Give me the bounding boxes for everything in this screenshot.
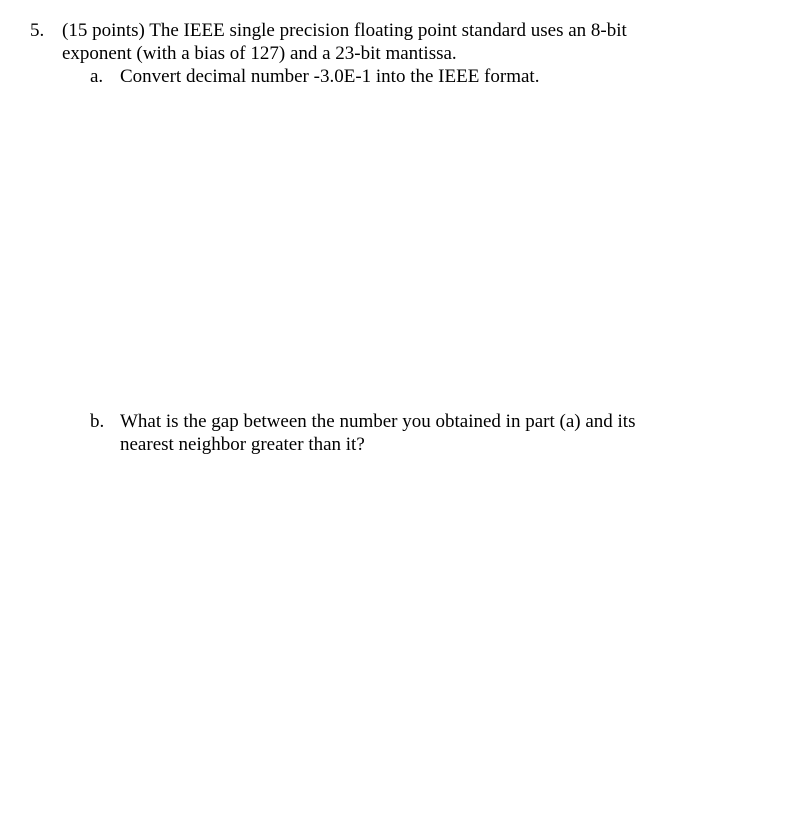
part-b-text-line-2: nearest neighbor greater than it? xyxy=(120,434,365,455)
question-text-line-2: exponent (with a bias of 127) and a 23-bit mantissa. xyxy=(62,43,457,64)
part-a-text: Convert decimal number -3.0E-1 into the IEEE format. xyxy=(120,66,540,87)
question-text-line-1: (15 points) The IEEE single precision floating point standard uses an 8-bit xyxy=(62,20,627,41)
part-a-label: a. xyxy=(90,66,104,87)
part-b-label: b. xyxy=(90,411,105,432)
part-b-text-line-1: What is the gap between the number you obtained in part (a) and its xyxy=(120,411,636,432)
question-number: 5. xyxy=(30,20,45,41)
